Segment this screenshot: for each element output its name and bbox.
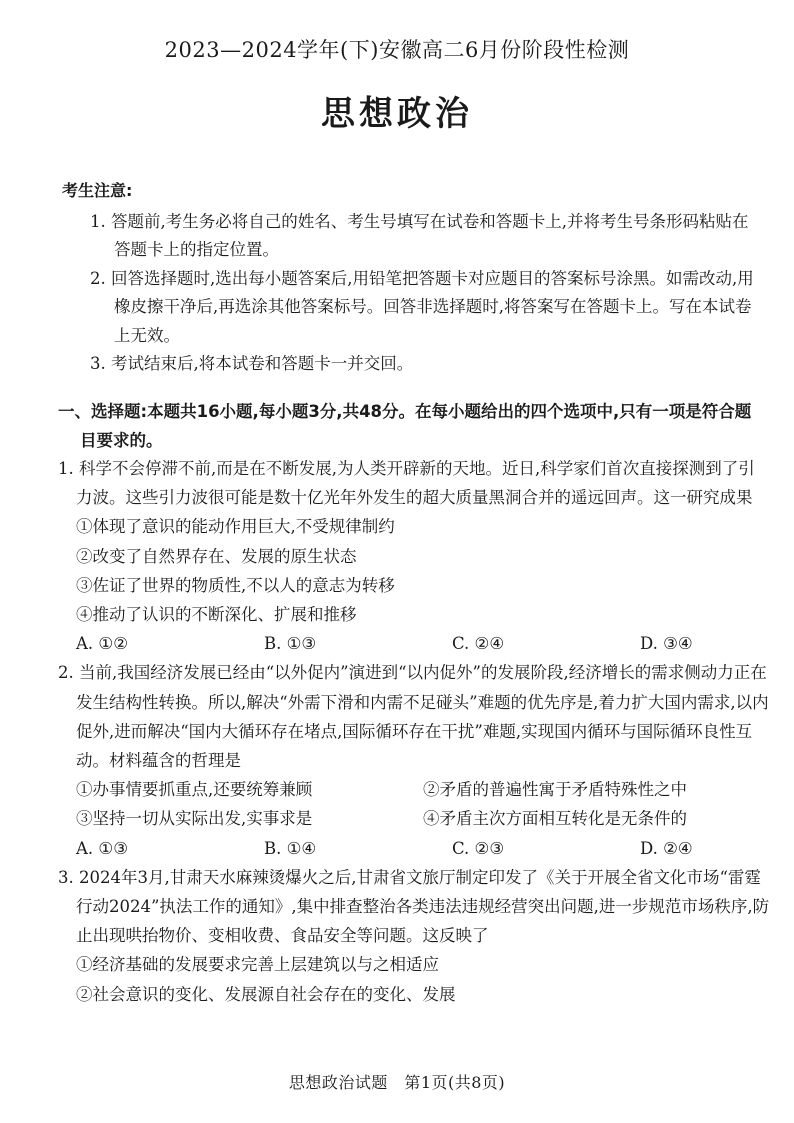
statement-option: ③坚持一切从实际出发,实事求是 bbox=[76, 809, 313, 829]
statement-option: ④矛盾主次方面相互转化是无条件的 bbox=[423, 809, 687, 829]
answer-choice-a: A. ①③ bbox=[76, 838, 128, 858]
page-footer: 思想政治试题 第1页(共8页) bbox=[288, 1073, 506, 1092]
statement-option-row bbox=[58, 804, 770, 833]
question-1 bbox=[58, 454, 770, 658]
statement-option: ②矛盾的普遍性寓于矛盾特殊性之中 bbox=[423, 780, 687, 800]
notice-item: 3. 考试结束后,将本试卷和答题卡一并交回。 bbox=[90, 354, 414, 373]
section-heading: 一、选择题:本题共16小题,每小题3分,共48分。在每小题给出的四个选项中,只有一项是符合题目要求的。 bbox=[58, 402, 752, 450]
exam-title: 2023—2024学年(下)安徽高二6月份阶段性检测 bbox=[164, 38, 630, 62]
answer-choice-b: B. ①④ bbox=[264, 838, 317, 858]
answer-choices bbox=[58, 629, 770, 658]
answer-choice-a: A. ①② bbox=[76, 634, 128, 654]
answer-choice-c: C. ②④ bbox=[452, 634, 505, 654]
notice-item: 1. 答题前,考生务必将自己的姓名、考生号填写在试卷和答题卡上,并将考生号条形码粘贴在答题卡上的指定位置。 bbox=[90, 211, 749, 259]
answer-choice-d: D. ②④ bbox=[640, 838, 693, 858]
statement-option: ②改变了自然界存在、发展的原生状态 bbox=[76, 546, 357, 566]
subject-title: 思想政治 bbox=[321, 94, 473, 134]
question-list bbox=[58, 454, 770, 1009]
notice-item: 2. 回答选择题时,选出每小题答案后,用铅笔把答题卡对应题目的答案标号涂黑。如需改动,用橡皮擦干净后,再选涂其他答案标号。回答非选择题时,将答案写在答题卡上。写在本试卷上无效。 bbox=[90, 268, 754, 345]
answer-choices bbox=[58, 834, 770, 863]
candidate-notice bbox=[62, 177, 762, 379]
answer-choice-b: B. ①③ bbox=[264, 634, 317, 654]
question-stem: 2. 当前,我国经济发展已经由“以外促内”演进到“以内促外”的发展阶段,经济增长的需求侧动力正在发生结构性转换。所以,解决“外需下滑和内需不足碰头”难题的优先序是,着力扩大国内需求,以内促外,进而解决“国内大循环存在堵点,国际循环存在干扰”难题,实现国内循环与国际循环良性互动。材料蕴含的哲理是 bbox=[58, 663, 769, 771]
statement-option: ①办事情要抓重点,还要统筹兼顾 bbox=[76, 780, 313, 800]
notice-title: 考生注意: bbox=[62, 181, 133, 200]
answer-choice-c: C. ②③ bbox=[452, 838, 505, 858]
statement-option: ③佐证了世界的物质性,不以人的意志为转移 bbox=[76, 575, 395, 595]
statement-option-row bbox=[58, 775, 770, 804]
question-2 bbox=[58, 658, 770, 862]
statement-option: ①经济基础的发展要求完善上层建筑以与之相适应 bbox=[76, 955, 439, 975]
statement-option: ②社会意识的变化、发展源自社会存在的变化、发展 bbox=[76, 984, 456, 1004]
statement-option: ①体现了意识的能动作用巨大,不受规律制约 bbox=[76, 517, 395, 537]
answer-choice-d: D. ③④ bbox=[640, 634, 693, 654]
question-stem: 1. 科学不会停滞不前,而是在不断发展,为人类开辟新的天地。近日,科学家们首次直接探测到了引力波。这些引力波很可能是数十亿光年外发生的超大质量黑洞合并的遥远回声。这一研究成果 bbox=[58, 459, 755, 508]
question-3 bbox=[58, 863, 770, 1009]
statement-option: ④推动了认识的不断深化、扩展和推移 bbox=[76, 605, 357, 625]
question-stem: 3. 2024年3月,甘肃天水麻辣烫爆火之后,甘肃省文旅厅制定印发了《关于开展全省文化市场“雷霆行动2024”执法工作的通知》,集中排查整治各类违法违规经营突出问题,进一步规范市场秩序,防止出现哄抬物价、变相收费、食品安全等问题。这反映了 bbox=[58, 867, 770, 946]
